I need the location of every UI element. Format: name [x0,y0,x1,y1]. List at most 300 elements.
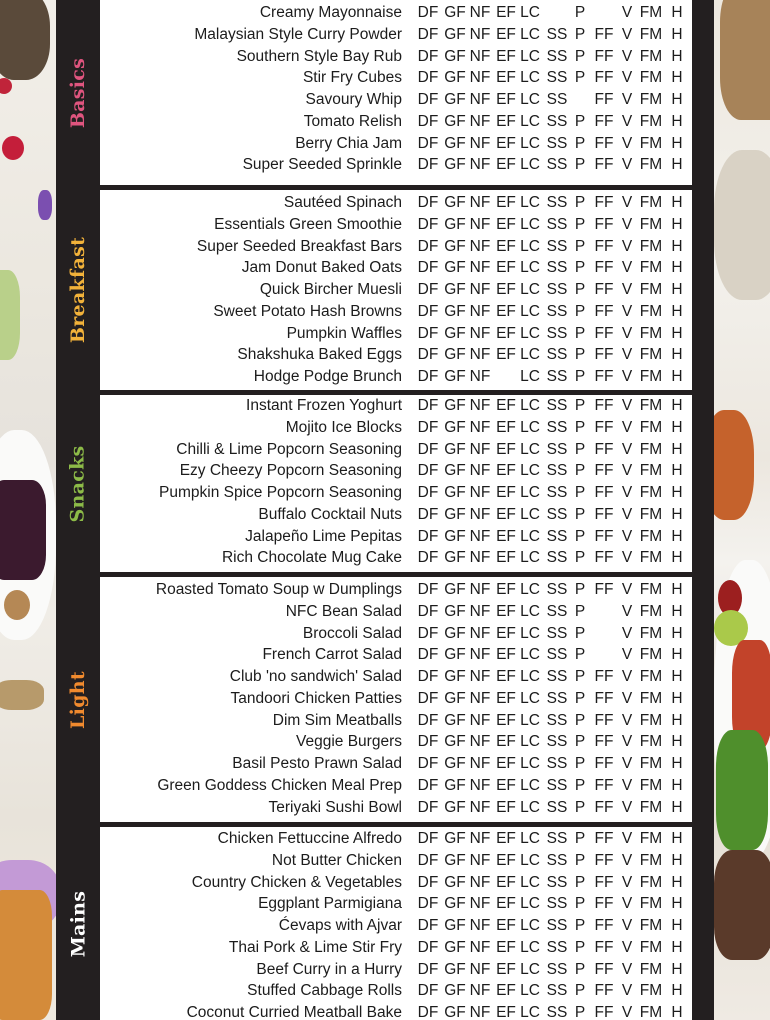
recipe-name: Pumpkin Waffles [286,324,402,342]
diet-tag-df: DF [417,602,439,620]
diet-tag-h: H [671,917,683,934]
diet-tag-ef: EF [496,624,516,642]
diet-tag-fm: FM [639,368,663,385]
diet-tag-lc: LC [520,418,540,436]
recipe-row [100,24,692,45]
section-divider [100,185,692,190]
recipe-name: Creamy Mayonnaise [259,4,402,21]
diet-tag-df: DF [417,134,439,152]
section-title: Basics [67,57,90,128]
diet-tag-lc: LC [520,397,540,414]
diet-tag-v: V [621,646,633,664]
diet-tag-p: P [574,194,586,211]
diet-tag-ss: SS [546,69,568,87]
diet-tag-ff: FF [594,873,614,891]
diet-tag-fm: FM [639,549,663,567]
diet-tag-lc: LC [520,917,540,934]
diet-tag-df: DF [417,581,439,598]
diet-tag-fm: FM [639,91,663,108]
recipe-name: Sautéed Spinach [283,194,402,211]
diet-tag-df: DF [417,215,439,233]
diet-tag-gf: GF [444,505,466,523]
diet-tag-p: P [574,917,586,934]
recipe-name: Southern Style Bay Rub [236,47,402,65]
recipe-row [100,644,692,665]
diet-tag-h: H [671,602,683,620]
diet-tag-fm: FM [639,215,663,233]
diet-tag-ff: FF [594,960,614,978]
diet-tag-v: V [621,324,633,342]
diet-tag-ff: FF [594,711,614,729]
diet-tag-ef: EF [496,418,516,436]
diet-tag-df: DF [417,397,439,414]
diet-tag-ef: EF [496,830,516,847]
diet-tag-p: P [574,397,586,414]
section-label-snacks [56,395,100,572]
diet-tag-ef: EF [496,397,516,414]
diet-tag-fm: FM [639,47,663,65]
diet-tag-df: DF [417,4,439,21]
diet-tag-lc: LC [520,25,540,43]
diet-tag-df: DF [417,324,439,342]
diet-tag-gf: GF [444,581,466,598]
recipe-row [100,236,692,257]
diet-tag-gf: GF [444,237,466,255]
diet-tag-fm: FM [639,156,663,174]
diet-tag-nf: NF [469,505,491,523]
diet-tag-lc: LC [520,156,540,174]
diet-tag-nf: NF [469,1004,491,1020]
diet-tag-nf: NF [469,733,491,751]
diet-tag-ss: SS [546,484,568,501]
diet-tag-ss: SS [546,646,568,664]
diet-tag-v: V [621,689,633,707]
diet-tag-gf: GF [444,527,466,545]
diet-tag-ss: SS [546,624,568,642]
diet-tag-h: H [671,733,683,751]
diet-tag-ff: FF [594,895,614,913]
diet-tag-ss: SS [546,895,568,913]
diet-tag-nf: NF [469,602,491,620]
recipe-name: Dim Sim Meatballs [272,711,402,729]
diet-tag-ef: EF [496,960,516,978]
diet-tag-h: H [671,4,683,21]
diet-tag-fm: FM [639,895,663,913]
diet-tag-ss: SS [546,1004,568,1020]
diet-tag-h: H [671,346,683,364]
recipe-row [100,731,692,752]
diet-tag-lc: LC [520,581,540,598]
recipe-name: Mojito Ice Blocks [285,418,402,436]
recipe-row [100,460,692,481]
diet-tag-fm: FM [639,418,663,436]
diet-tag-gf: GF [444,156,466,174]
diet-tag-h: H [671,25,683,43]
diet-tag-ff: FF [594,982,614,1000]
recipe-name: Stuffed Cabbage Rolls [247,982,402,1000]
diet-tag-nf: NF [469,302,491,320]
diet-tag-ff: FF [594,134,614,152]
diet-tag-gf: GF [444,798,466,816]
diet-tag-v: V [621,581,633,598]
diet-tag-lc: LC [520,324,540,342]
recipe-name: Teriyaki Sushi Bowl [268,798,402,816]
diet-tag-gf: GF [444,646,466,664]
recipe-row [100,323,692,344]
diet-tag-ff: FF [594,368,614,385]
diet-tag-v: V [621,47,633,65]
diet-tag-gf: GF [444,134,466,152]
diet-tag-gf: GF [444,689,466,707]
diet-tag-ef: EF [496,851,516,869]
diet-tag-v: V [621,505,633,523]
recipe-name: Not Butter Chicken [271,851,402,869]
diet-tag-v: V [621,259,633,277]
diet-tag-df: DF [417,47,439,65]
diet-tag-fm: FM [639,581,663,598]
diet-tag-h: H [671,624,683,642]
diet-tag-p: P [574,25,586,43]
diet-tag-ef: EF [496,798,516,816]
diet-tag-ss: SS [546,798,568,816]
diet-tag-gf: GF [444,440,466,458]
diet-tag-v: V [621,624,633,642]
diet-tag-df: DF [417,346,439,364]
diet-tag-nf: NF [469,938,491,956]
diet-tag-nf: NF [469,668,491,685]
diet-tag-lc: LC [520,69,540,87]
diet-tag-h: H [671,895,683,913]
recipe-row [100,344,692,365]
recipe-row [100,915,692,936]
diet-tag-nf: NF [469,69,491,87]
diet-tag-gf: GF [444,47,466,65]
diet-tag-v: V [621,69,633,87]
diet-tag-ef: EF [496,440,516,458]
diet-tag-h: H [671,259,683,277]
diet-tag-nf: NF [469,47,491,65]
diet-tag-nf: NF [469,440,491,458]
diet-tag-lc: LC [520,302,540,320]
diet-tag-p: P [574,689,586,707]
diet-tag-p: P [574,624,586,642]
diet-tag-lc: LC [520,134,540,152]
diet-tag-gf: GF [444,755,466,772]
diet-tag-ss: SS [546,960,568,978]
section-divider [100,572,692,577]
diet-tag-h: H [671,776,683,794]
diet-tag-ff: FF [594,346,614,364]
diet-tag-gf: GF [444,776,466,794]
diet-tag-ef: EF [496,47,516,65]
diet-tag-df: DF [417,917,439,934]
diet-tag-nf: NF [469,581,491,598]
diet-tag-gf: GF [444,112,466,130]
diet-tag-p: P [574,776,586,794]
diet-tag-h: H [671,69,683,87]
diet-tag-ef: EF [496,1004,516,1020]
diet-tag-h: H [671,194,683,211]
diet-tag-ss: SS [546,156,568,174]
diet-tag-ef: EF [496,602,516,620]
diet-tag-fm: FM [639,397,663,414]
diet-tag-fm: FM [639,646,663,664]
diet-tag-fm: FM [639,982,663,1000]
diet-tag-v: V [621,484,633,501]
diet-tag-fm: FM [639,711,663,729]
diet-tag-nf: NF [469,624,491,642]
recipe-name: Quick Bircher Muesli [259,281,402,298]
diet-tag-p: P [574,112,586,130]
diet-tag-lc: LC [520,689,540,707]
section-label-breakfast [56,190,100,390]
diet-tag-v: V [621,549,633,567]
diet-tag-v: V [621,960,633,978]
section-title: Breakfast [67,236,90,344]
diet-tag-p: P [574,668,586,685]
diet-tag-v: V [621,733,633,751]
diet-tag-h: H [671,982,683,1000]
diet-tag-p: P [574,711,586,729]
diet-tag-ff: FF [594,755,614,772]
diet-tag-ff: FF [594,668,614,685]
diet-tag-ff: FF [594,798,614,816]
diet-tag-ef: EF [496,281,516,298]
diet-tag-h: H [671,418,683,436]
diet-tag-ss: SS [546,776,568,794]
diet-tag-p: P [574,368,586,385]
recipe-row [100,504,692,525]
diet-tag-fm: FM [639,798,663,816]
diet-tag-fm: FM [639,302,663,320]
recipe-row [100,547,692,568]
diet-tag-ef: EF [496,776,516,794]
diet-tag-lc: LC [520,484,540,501]
diet-tag-ff: FF [594,418,614,436]
diet-tag-ss: SS [546,134,568,152]
diet-tag-ef: EF [496,237,516,255]
recipe-row [100,688,692,709]
diet-tag-v: V [621,91,633,108]
recipe-row [100,417,692,438]
diet-tag-v: V [621,194,633,211]
diet-tag-ss: SS [546,194,568,211]
diet-tag-p: P [574,259,586,277]
diet-tag-df: DF [417,527,439,545]
diet-tag-lc: LC [520,112,540,130]
recipe-name: Chilli & Lime Popcorn Seasoning [176,440,402,458]
diet-tag-p: P [574,798,586,816]
recipe-row [100,850,692,871]
diet-tag-h: H [671,440,683,458]
diet-tag-df: DF [417,462,439,480]
diet-tag-gf: GF [444,895,466,913]
diet-tag-gf: GF [444,418,466,436]
diet-tag-df: DF [417,689,439,707]
diet-tag-p: P [574,281,586,298]
diet-tag-h: H [671,484,683,501]
diet-tag-lc: LC [520,505,540,523]
diet-tag-ff: FF [594,237,614,255]
diet-tag-p: P [574,938,586,956]
diet-tag-fm: FM [639,733,663,751]
diet-tag-p: P [574,237,586,255]
diet-tag-df: DF [417,873,439,891]
diet-tag-lc: LC [520,895,540,913]
diet-tag-fm: FM [639,689,663,707]
left-food-photo [0,0,56,1020]
diet-tag-gf: GF [444,194,466,211]
diet-tag-ff: FF [594,112,614,130]
diet-tag-nf: NF [469,91,491,108]
recipe-row [100,46,692,67]
recipe-row [100,937,692,958]
diet-tag-lc: LC [520,733,540,751]
diet-tag-df: DF [417,440,439,458]
diet-tag-lc: LC [520,47,540,65]
diet-tag-ss: SS [546,755,568,772]
diet-tag-df: DF [417,25,439,43]
diet-tag-fm: FM [639,938,663,956]
diet-tag-ff: FF [594,397,614,414]
diet-tag-h: H [671,324,683,342]
diet-tag-h: H [671,960,683,978]
diet-tag-ff: FF [594,830,614,847]
diet-tag-df: DF [417,624,439,642]
diet-tag-nf: NF [469,281,491,298]
diet-tag-v: V [621,830,633,847]
diet-tag-p: P [574,733,586,751]
diet-tag-nf: NF [469,324,491,342]
diet-tag-nf: NF [469,755,491,772]
recipe-name: Jalapeño Lime Pepitas [245,527,402,545]
diet-tag-v: V [621,1004,633,1020]
diet-tag-h: H [671,711,683,729]
diet-tag-df: DF [417,281,439,298]
diet-tag-ss: SS [546,418,568,436]
recipe-name: Country Chicken & Vegetables [191,873,402,891]
diet-tag-nf: NF [469,711,491,729]
recipe-row [100,666,692,687]
diet-tag-lc: LC [520,259,540,277]
recipe-name: Tandoori Chicken Patties [230,689,402,707]
diet-tag-v: V [621,134,633,152]
diet-tag-ef: EF [496,938,516,956]
diet-tag-h: H [671,689,683,707]
diet-tag-lc: LC [520,462,540,480]
diet-tag-v: V [621,873,633,891]
diet-tag-gf: GF [444,324,466,342]
diet-tag-fm: FM [639,69,663,87]
diet-tag-fm: FM [639,602,663,620]
diet-tag-v: V [621,668,633,685]
diet-tag-ff: FF [594,281,614,298]
diet-tag-fm: FM [639,237,663,255]
diet-tag-df: DF [417,418,439,436]
section-divider [100,822,692,827]
diet-tag-gf: GF [444,960,466,978]
diet-tag-ef: EF [496,25,516,43]
diet-tag-h: H [671,851,683,869]
diet-tag-fm: FM [639,873,663,891]
recipe-row [100,133,692,154]
diet-tag-ef: EF [496,917,516,934]
diet-tag-ff: FF [594,440,614,458]
diet-tag-fm: FM [639,776,663,794]
recipe-row [100,775,692,796]
section-label-light [56,577,100,822]
diet-tag-ss: SS [546,982,568,1000]
diet-tag-v: V [621,440,633,458]
diet-tag-fm: FM [639,346,663,364]
diet-tag-ef: EF [496,215,516,233]
diet-tag-lc: LC [520,368,540,385]
section-title: Mains [67,890,90,957]
diet-tag-nf: NF [469,982,491,1000]
diet-tag-lc: LC [520,602,540,620]
recipe-row [100,366,692,387]
recipe-row [100,439,692,460]
diet-tag-lc: LC [520,830,540,847]
diet-tag-ef: EF [496,259,516,277]
diet-tag-gf: GF [444,69,466,87]
diet-tag-nf: NF [469,4,491,21]
diet-tag-h: H [671,397,683,414]
recipe-name: Stir Fry Cubes [302,69,402,87]
diet-tag-nf: NF [469,368,491,385]
recipe-row [100,959,692,980]
diet-tag-ss: SS [546,830,568,847]
diet-tag-ss: SS [546,851,568,869]
recipe-row [100,1002,692,1020]
recipe-name: Berry Chia Jam [295,134,402,152]
diet-tag-h: H [671,156,683,174]
diet-tag-lc: LC [520,281,540,298]
diet-tag-nf: NF [469,484,491,501]
diet-tag-p: P [574,484,586,501]
diet-tag-fm: FM [639,830,663,847]
diet-tag-p: P [574,4,586,21]
diet-tag-df: DF [417,798,439,816]
diet-tag-ff: FF [594,917,614,934]
diet-tag-df: DF [417,776,439,794]
diet-tag-lc: LC [520,440,540,458]
diet-tag-v: V [621,755,633,772]
diet-tag-ss: SS [546,917,568,934]
diet-tag-df: DF [417,711,439,729]
diet-tag-ef: EF [496,194,516,211]
diet-tag-ff: FF [594,302,614,320]
right-border-bar [692,0,714,1020]
section-title: Snacks [67,444,90,523]
diet-tag-h: H [671,112,683,130]
diet-tag-gf: GF [444,982,466,1000]
recipe-name: Roasted Tomato Soup w Dumplings [155,581,402,598]
diet-tag-gf: GF [444,549,466,567]
diet-tag-gf: GF [444,25,466,43]
diet-tag-p: P [574,830,586,847]
recipe-name: Green Goddess Chicken Meal Prep [157,776,402,794]
diet-tag-h: H [671,830,683,847]
diet-tag-ss: SS [546,237,568,255]
diet-tag-v: V [621,602,633,620]
diet-tag-ef: EF [496,4,516,21]
recipe-name: Malaysian Style Curry Powder [194,25,402,43]
diet-tag-fm: FM [639,25,663,43]
diet-tag-ef: EF [496,324,516,342]
recipe-name: Jam Donut Baked Oats [241,259,402,277]
diet-tag-h: H [671,646,683,664]
